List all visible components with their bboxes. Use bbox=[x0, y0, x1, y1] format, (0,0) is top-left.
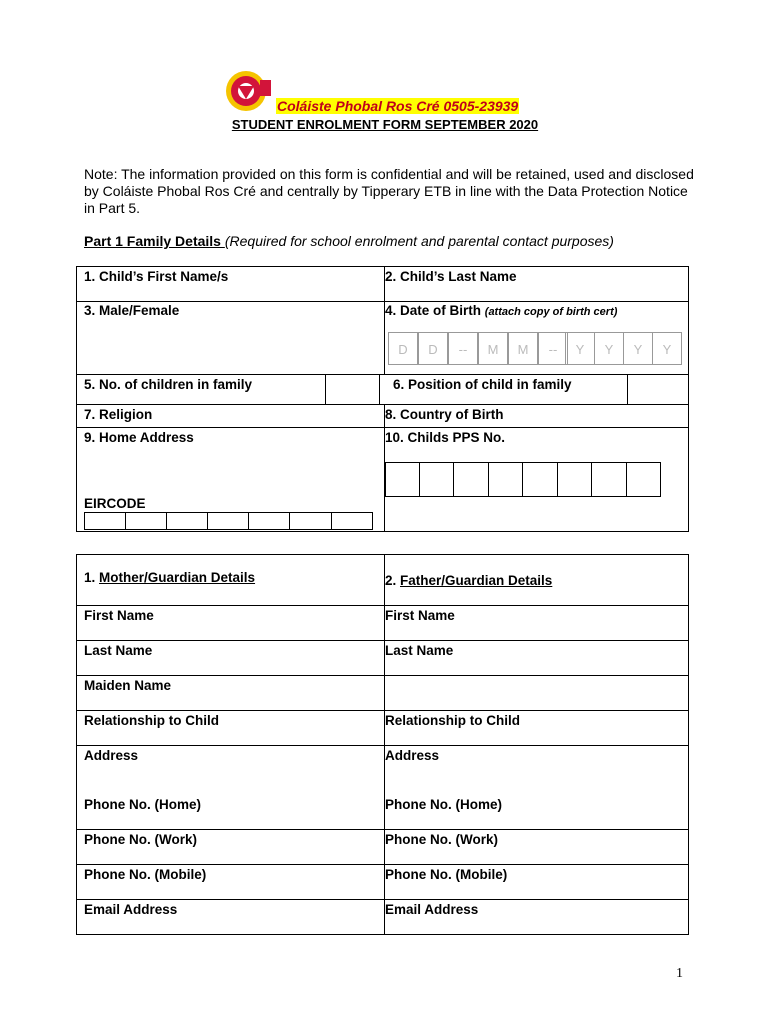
father-phone-work-label: Phone No. (Work) bbox=[385, 832, 498, 847]
father-phone-home-label: Phone No. (Home) bbox=[385, 797, 502, 812]
religion-label: 7. Religion bbox=[84, 407, 153, 422]
father-last-name-label: Last Name bbox=[385, 643, 454, 658]
dob-note: (attach copy of birth cert) bbox=[484, 306, 618, 318]
father-heading bbox=[385, 573, 552, 588]
mother-first-name-label: First Name bbox=[84, 608, 154, 623]
school-name-phone: Coláiste Phobal Ros Cré 0505-23939 bbox=[277, 98, 519, 114]
dob-label bbox=[385, 303, 617, 318]
mother-email-label: Email Address bbox=[84, 902, 178, 917]
mother-heading bbox=[84, 570, 255, 585]
dob-box[interactable]: M bbox=[478, 332, 508, 365]
mother-heading-text: 1. Mother/Guardian Details bbox=[84, 570, 256, 585]
children-count-label: 5. No. of children in family bbox=[84, 377, 253, 392]
mother-phone-home-label: Phone No. (Home) bbox=[84, 797, 201, 812]
eircode-label: EIRCODE bbox=[84, 496, 146, 511]
mother-relationship-label: Relationship to Child bbox=[84, 713, 219, 728]
mother-maiden-name-label: Maiden Name bbox=[84, 678, 172, 693]
country-label: 8. Country of Birth bbox=[385, 407, 504, 422]
father-relationship-label: Relationship to Child bbox=[385, 713, 520, 728]
gender-label: 3. Male/Female bbox=[84, 303, 180, 318]
dob-box[interactable]: Y bbox=[594, 332, 624, 365]
dob-box[interactable]: Y bbox=[565, 332, 595, 365]
dob-box: -- bbox=[538, 332, 568, 365]
dob-box[interactable]: Y bbox=[652, 332, 682, 365]
dob-box[interactable]: D bbox=[418, 332, 448, 365]
part1-subtitle: (Required for school enrolment and parental contact purposes) bbox=[224, 233, 614, 249]
form-title: STUDENT ENROLMENT FORM SEPTEMBER 2020 bbox=[231, 117, 539, 132]
dob-box[interactable]: Y bbox=[623, 332, 653, 365]
father-address-label: Address bbox=[385, 748, 440, 763]
mother-phone-work-label: Phone No. (Work) bbox=[84, 832, 197, 847]
father-phone-mobile-label: Phone No. (Mobile) bbox=[385, 867, 508, 882]
father-first-name-label: First Name bbox=[385, 608, 455, 623]
dob-box[interactable]: D bbox=[388, 332, 418, 365]
mother-phone-mobile-label: Phone No. (Mobile) bbox=[84, 867, 207, 882]
mother-last-name-label: Last Name bbox=[84, 643, 153, 658]
father-email-label: Email Address bbox=[385, 902, 479, 917]
dob-box: -- bbox=[448, 332, 478, 365]
school-logo bbox=[224, 68, 272, 114]
part1-title: Part 1 Family Details bbox=[84, 233, 225, 249]
father-heading-text: 2. Father/Guardian Details bbox=[385, 573, 553, 588]
dob-label-text: 4. Date of Birth bbox=[385, 303, 482, 318]
home-address-label: 9. Home Address bbox=[84, 430, 194, 445]
dob-box[interactable]: M bbox=[508, 332, 538, 365]
child-last-name-label: 2. Child’s Last Name bbox=[385, 269, 517, 284]
part1-heading bbox=[84, 233, 614, 249]
child-first-name-label: 1. Child’s First Name/s bbox=[84, 269, 229, 284]
page-number: 1 bbox=[676, 966, 683, 981]
mother-address-label: Address bbox=[84, 748, 139, 763]
pps-label: 10. Childs PPS No. bbox=[385, 430, 506, 445]
confidentiality-note: Note: The information provided on this form is confidential and will be retained, used and disclosed by Coláiste Phobal Ros Cré and centrally by Tipperary ETB in line with the Data Protection Notice in Part 5. bbox=[84, 166, 694, 216]
child-position-label: 6. Position of child in family bbox=[393, 377, 572, 392]
